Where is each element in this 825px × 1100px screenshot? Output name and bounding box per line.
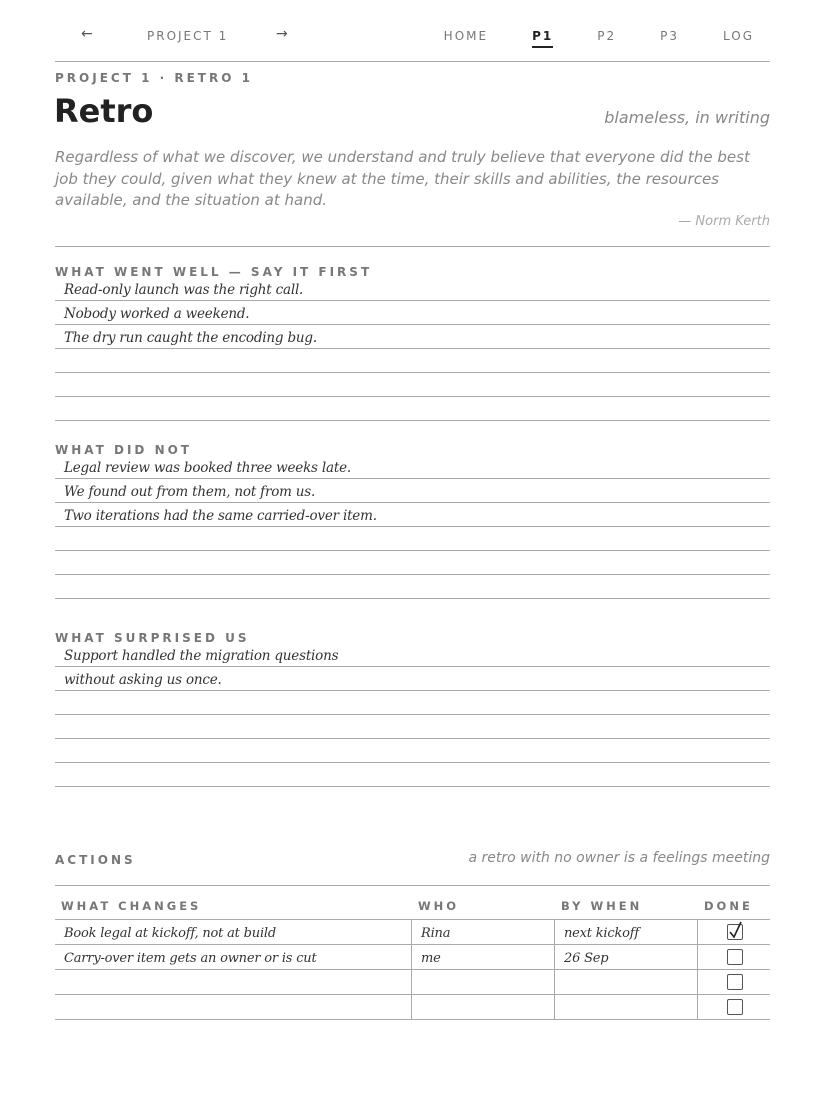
- what-cell[interactable]: [55, 995, 412, 1019]
- when-cell[interactable]: next kickoff: [555, 920, 698, 944]
- done-checkbox[interactable]: [727, 999, 743, 1015]
- writing-line[interactable]: [55, 277, 770, 301]
- table-header-row: [55, 886, 770, 920]
- writing-line[interactable]: [55, 479, 770, 503]
- checkmark-icon: [727, 919, 745, 941]
- line-text: The dry run caught the encoding bug.: [64, 330, 317, 346]
- line-text: without asking us once.: [64, 672, 222, 688]
- writing-line[interactable]: [55, 715, 770, 739]
- actions-label: ACTIONS: [55, 853, 136, 867]
- who-cell[interactable]: me: [412, 945, 555, 969]
- writing-line[interactable]: [55, 455, 770, 479]
- section-surprised-label: WHAT SURPRISED US: [55, 631, 250, 645]
- back-arrow-icon[interactable]: ←: [81, 26, 93, 42]
- line-text: Legal review was booked three weeks late.: [64, 460, 351, 476]
- line-text: Support handled the migration questions: [64, 648, 339, 664]
- line-text: Read-only launch was the right call.: [64, 282, 304, 298]
- section-did-not-label: WHAT DID NOT: [55, 443, 192, 457]
- who-cell[interactable]: [412, 995, 555, 1019]
- breadcrumb: PROJECT 1 · RETRO 1: [55, 71, 253, 85]
- column-header-what: WHAT CHANGES: [61, 899, 202, 913]
- writing-line[interactable]: [55, 667, 770, 691]
- tab-p3[interactable]: P3: [660, 29, 679, 43]
- tab-log[interactable]: LOG: [722, 29, 754, 43]
- table-row: [55, 920, 770, 945]
- writing-line[interactable]: [55, 551, 770, 575]
- top-nav: [55, 0, 770, 62]
- section-surprised-lines: [55, 643, 770, 787]
- done-checkbox[interactable]: [727, 949, 743, 965]
- done-checkbox[interactable]: [727, 924, 743, 940]
- writing-line[interactable]: [55, 301, 770, 325]
- line-text: Two iterations had the same carried-over item.: [64, 508, 377, 524]
- done-checkbox[interactable]: [727, 974, 743, 990]
- writing-line[interactable]: [55, 643, 770, 667]
- writing-line[interactable]: [55, 763, 770, 787]
- writing-line[interactable]: [55, 373, 770, 397]
- column-header-when: BY WHEN: [561, 899, 643, 913]
- nav-tabs: [400, 29, 754, 48]
- section-went-well-label: WHAT WENT WELL — SAY IT FIRST: [55, 265, 373, 279]
- writing-line[interactable]: [55, 691, 770, 715]
- actions-table: [55, 885, 770, 1020]
- tab-home[interactable]: HOME: [443, 29, 489, 43]
- what-cell[interactable]: [55, 970, 412, 994]
- who-cell[interactable]: Rina: [412, 920, 555, 944]
- column-header-who: WHO: [418, 899, 460, 913]
- when-cell[interactable]: [555, 995, 698, 1019]
- divider: [55, 246, 770, 247]
- project-link[interactable]: PROJECT 1: [147, 29, 229, 43]
- page-subtitle: blameless, in writing: [604, 108, 770, 127]
- table-row: [55, 970, 770, 995]
- prime-directive-quote: Regardless of what we discover, we understand and truly believe that everyone did the best job they could, given what they knew at the time, their skills and abilities, the resources available, and the situation at hand.: [55, 148, 750, 209]
- what-cell[interactable]: Carry-over item gets an owner or is cut: [55, 945, 412, 969]
- tab-p2[interactable]: P2: [597, 29, 617, 43]
- writing-line[interactable]: [55, 739, 770, 763]
- writing-line[interactable]: [55, 575, 770, 599]
- when-cell[interactable]: 26 Sep: [555, 945, 698, 969]
- writing-line[interactable]: [55, 397, 770, 421]
- line-text: We found out from them, not from us.: [64, 484, 316, 500]
- what-cell[interactable]: Book legal at kickoff, not at build: [55, 920, 412, 944]
- quote-attribution: — Norm Kerth: [678, 214, 770, 229]
- section-did-not-lines: [55, 455, 770, 599]
- tab-p1[interactable]: P1: [532, 29, 553, 48]
- actions-note: a retro with no owner is a feelings meeting: [468, 850, 770, 866]
- table-row: [55, 945, 770, 970]
- writing-line[interactable]: [55, 527, 770, 551]
- writing-line[interactable]: [55, 325, 770, 349]
- table-row: [55, 995, 770, 1020]
- column-header-done: DONE: [704, 899, 753, 913]
- page-title: Retro: [54, 92, 154, 130]
- writing-line[interactable]: [55, 349, 770, 373]
- line-text: Nobody worked a weekend.: [64, 306, 250, 322]
- who-cell[interactable]: [412, 970, 555, 994]
- when-cell[interactable]: [555, 970, 698, 994]
- section-went-well-lines: [55, 277, 770, 421]
- writing-line[interactable]: [55, 503, 770, 527]
- forward-arrow-icon[interactable]: →: [276, 26, 288, 42]
